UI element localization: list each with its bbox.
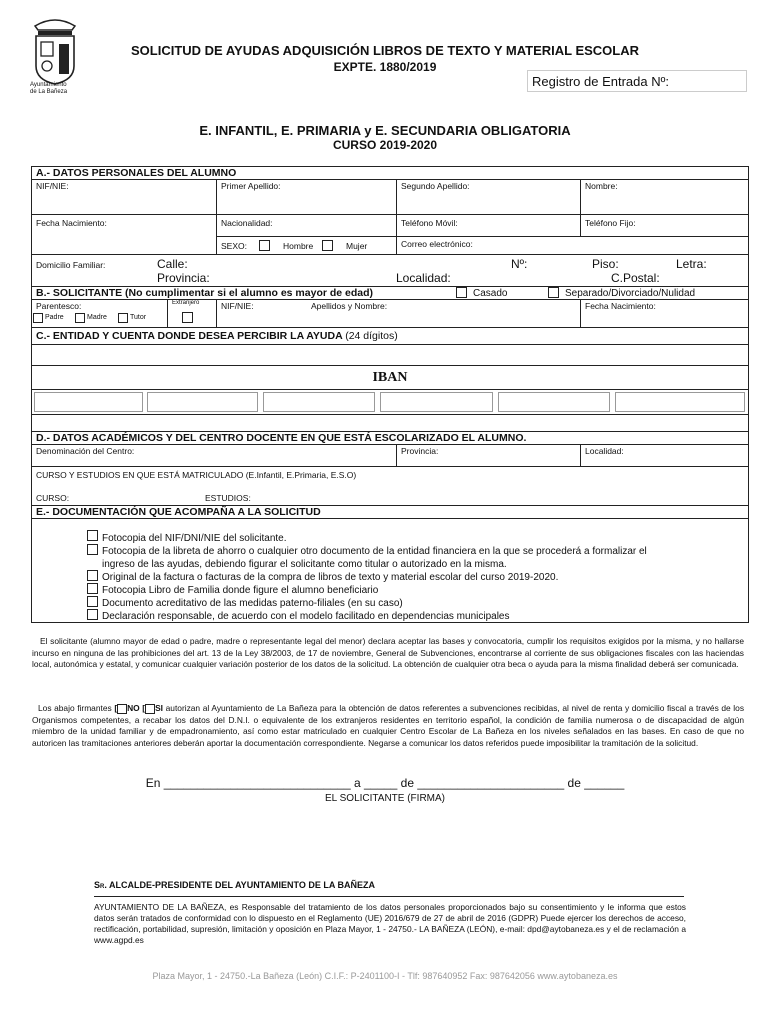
landline-phone-field[interactable]: Teléfono Fijo: [585,218,636,228]
iban-block-6[interactable] [615,392,745,412]
iban-block-4[interactable] [380,392,493,412]
married-checkbox[interactable] [456,287,467,298]
home-address-label: Domicilio Familiar: [36,260,106,270]
education-levels-heading: E. INFANTIL, E. PRIMARIA y E. SECUNDARIA OBLIGATORIA [199,123,571,138]
mother-checkbox[interactable] [75,313,85,323]
authorization-paragraph: Los abajo firmantes [ NO [ SI autorizan al Ayuntamiento de La Bañeza para la obtención de datos referentes a subvenciones recibidas, al nivel de renta y domicilio fiscal a través de los Organismos competentes, a recabar los datos del D.N.I. o equivalente de los extranjeros residentes en territorio español, la condición de familia numerosa o de discapacidad de algún miembro de la unidad familiar y de empadronamiento, así como estar matriculado en cualquier Centro Escolar de La Bañeza en los niveles señalados en las bases. En caso de que no autoricen las tramitaciones anteriores deberán aportar la documentación correspondiente. Negarse a comunicar los datos referidos puede imposibilitar la tramitación de la solicitud. [32,703,745,748]
doc-item-continuation: ingreso de las ayudas, debiendo figurar el solicitante como titular o autorizado en la misma. [102,559,507,570]
course-field[interactable]: CURSO: [36,493,70,503]
applicant-nif-field[interactable]: NIF/NIE: [221,301,254,311]
door-letter-field[interactable]: Letra: [676,257,707,271]
studies-field[interactable]: ESTUDIOS: [205,493,251,503]
student-second-surname-field[interactable]: Segundo Apellido: [401,181,470,191]
student-first-surname-field[interactable]: Primer Apellido: [221,181,281,191]
iban-block-3[interactable] [263,392,375,412]
doc-item: Declaración responsable, de acuerdo con el modelo facilitado en dependencias municipales [102,611,510,622]
foreigner-label: Extranjero [172,300,200,306]
logo-caption: Ayuntamiento de La Bañeza [30,82,68,95]
tutor-checkbox[interactable] [118,313,128,323]
doc-checkbox-6[interactable] [87,609,98,620]
province-field[interactable]: Provincia: [157,271,210,285]
addressee: Sr. ALCALDE-PRESIDENTE DEL AYUNTAMIENTO DE LA BAÑEZA [94,880,376,890]
mother-label: Madre [87,314,107,321]
doc-item: Fotocopia del NIF/DNI/NIE del solicitante. [102,533,287,544]
footer-contact: Plaza Mayor, 1 - 24750.-La Bañeza (León) C.I.F.: P-2401100-I - Tlf: 987640952 Fax: 987642056 www.aytobaneza.es [152,971,618,981]
doc-item: Original de la factura o facturas de la compra de libros de texto y material escolar del curso 2019-2020. [102,572,559,583]
separated-checkbox[interactable] [548,287,559,298]
doc-checkbox-2[interactable] [87,544,98,555]
form-title: SOLICITUD DE AYUDAS ADQUISICIÓN LIBROS DE TEXTO Y MATERIAL ESCOLAR [130,43,639,58]
section-a-title: A.- DATOS PERSONALES DEL ALUMNO [36,167,237,179]
doc-item: Fotocopia Libro de Familia donde figure el alumno beneficiario [102,585,379,596]
school-locality-field[interactable]: Localidad: [585,446,624,456]
sex-label: SEXO: [221,241,247,251]
school-province-field[interactable]: Provincia: [401,446,439,456]
section-e-title: E.- DOCUMENTACIÓN QUE ACOMPAÑA A LA SOLICITUD [36,506,321,518]
school-name-field[interactable]: Denominación del Centro: [36,446,135,456]
iban-block-1[interactable] [34,392,143,412]
section-d-title: D.- DATOS ACADÉMICOS Y DEL CENTRO DOCENTE EN QUE ESTÁ ESCOLARIZADO EL ALUMNO. [36,432,527,444]
doc-item: Fotocopia de la libreta de ahorro o cualquier otro documento de la entidad financiera en la que se procederá a formalizar el [102,546,647,557]
doc-checkbox-3[interactable] [87,570,98,581]
course-studies-label: CURSO Y ESTUDIOS EN QUE ESTÁ MATRICULADO (E.Infantil, E.Primaria, E.S.O) [36,470,357,480]
foreigner-checkbox[interactable] [182,312,193,323]
signature-place-date[interactable]: En ____________________________ a _____ de ______________________ de ______ [145,776,625,790]
doc-checkbox-5[interactable] [87,596,98,607]
yes-authorize-checkbox[interactable] [145,704,155,714]
doc-checkbox-4[interactable] [87,583,98,594]
female-checkbox[interactable] [322,240,333,251]
floor-field[interactable]: Piso: [592,257,619,271]
locality-field[interactable]: Localidad: [396,271,451,285]
separated-label: Separado/Divorciado/Nulidad [565,288,696,299]
section-c-title: C.- ENTIDAD Y CUENTA DONDE DESEA PERCIBIR LA AYUDA (24 dígitos) [36,330,398,342]
student-name-field[interactable]: Nombre: [585,181,618,191]
student-birthdate-field[interactable]: Fecha Nacimiento: [36,218,107,228]
student-nif-field[interactable]: NIF/NIE: [36,181,69,191]
street-field[interactable]: Calle: [157,257,188,271]
applicant-name-field[interactable]: Apellidos y Nombre: [311,301,388,311]
file-number: EXPTE. 1880/2019 [333,60,437,74]
father-checkbox[interactable] [33,313,43,323]
section-b-title: B.- SOLICITANTE (No cumplimentar si el alumno es mayor de edad) [36,287,374,299]
doc-item: Documento acreditativo de las medidas paterno-filiales (en su caso) [102,598,403,609]
iban-heading: IBAN [372,370,408,385]
male-label: Hombre [283,241,314,251]
iban-block-2[interactable] [147,392,258,412]
mobile-phone-field[interactable]: Teléfono Móvil: [401,218,458,228]
female-label: Mujer [346,241,368,251]
father-label: Padre [45,314,64,321]
no-authorize-checkbox[interactable] [117,704,127,714]
iban-block-5[interactable] [498,392,610,412]
postal-code-field[interactable]: C.Postal: [611,271,660,285]
privacy-notice: AYUNTAMIENTO DE LA BAÑEZA, es Responsable del tratamiento de los datos personales proporcionados bajo su consentimiento y le informa que estos datos serán tratados de conformidad con lo dispuesto en el Reglamento (UE) 2016/679 de 27 de abril de 2016 (GDPR) Puede ejercer los derechos de acceso, rectificación, portabilidad, supresión, limitación y oposición en Plaza Mayor, 1 - 24750.- LA BAÑEZA (LEÓN), e-mail: dpd@aytobaneza.es y el de reclamación a www.agpd.es [94,902,686,945]
registration-entry-field[interactable]: Registro de Entrada Nº: [527,70,747,92]
number-field[interactable]: Nº: [511,257,528,271]
student-nationality-field[interactable]: Nacionalidad: [221,218,273,228]
tutor-label: Tutor [130,314,147,321]
doc-checkbox-1[interactable] [87,530,98,541]
married-label: Casado [473,288,508,299]
email-field[interactable]: Correo electrónico: [401,239,473,249]
relationship-label: Parentesco: [36,301,82,311]
applicant-birthdate-field[interactable]: Fecha Nacimiento: [585,301,656,311]
declaration-paragraph: El solicitante (alumno mayor de edad o padre, madre o representante legal del menor) declara aceptar las bases y convocatoria, cumplir los requisitos exigidos por la misma, y no hallarse incurso en ninguna de las prohibiciones del art. 13 de la Ley 38/2003, de 17 de noviembre, General de Subvenciones, encontrarse al corriente de sus obligaciones fiscales con las haciendas local, autonómica y estatal, y comunicar cualquier variación posterior de los datos de la solicitud. La obtención de cualquier otra beca o ayuda para la misma finalidad deberá ser comunicada. [32,636,744,669]
school-year: CURSO 2019-2020 [332,138,438,152]
signature-label: EL SOLICITANTE (FIRMA) [324,793,445,804]
male-checkbox[interactable] [259,240,270,251]
